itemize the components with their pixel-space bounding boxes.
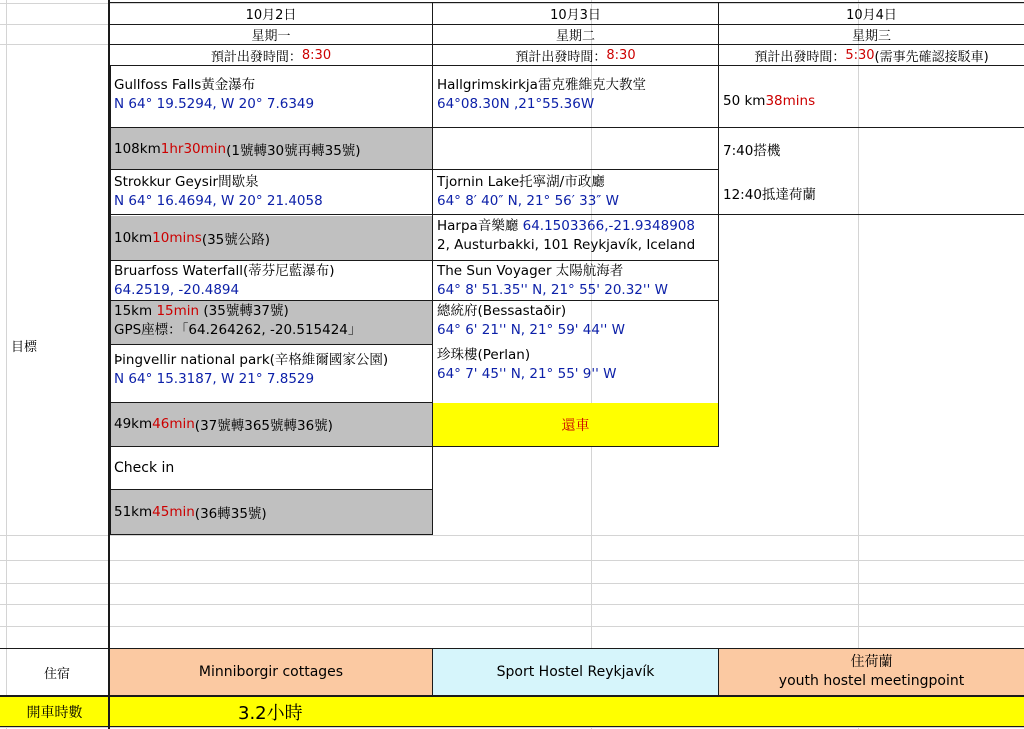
leg-time: 45min [152, 504, 195, 520]
leg-time: 1hr30min [160, 140, 227, 157]
stop-name: Gullfoss Falls黃金瀑布 [114, 77, 256, 93]
stop-strokkur [110, 172, 432, 214]
departure-day2 [433, 45, 718, 65]
leg-route: (37號轉365號轉36號) [194, 418, 333, 434]
stop-coord: N 64° 16.4694, W 20° 21.4058 [114, 193, 323, 209]
leg-distance: 15km [114, 303, 157, 319]
stop-coord: 64°08.30N ,21°55.36W [437, 96, 595, 112]
departure-time: 8:30 [606, 47, 636, 63]
date-day1: 10月2日 [245, 8, 297, 23]
departure-time: 5:30 [845, 47, 875, 63]
leg-3 [110, 301, 432, 344]
stop-coord: 64.2519, -20.4894 [114, 282, 240, 298]
stop-bessastadir [433, 301, 718, 344]
leg-distance: 51km [114, 504, 153, 520]
stop-name: The Sun Voyager 太陽航海者 [437, 263, 624, 279]
stop-coord: N 64° 19.5294, W 20° 7.6349 [114, 96, 315, 112]
lodging-day2: Sport Hostel Reykjavík [433, 649, 718, 695]
row-label-drive-time: 開車時數 [0, 697, 109, 726]
leg-time: 15min [156, 303, 200, 319]
day3-arrive: 12:40抵達荷蘭 [723, 187, 816, 203]
lodging-line-2: youth hostel meetingpoint [778, 673, 965, 689]
day3-transfer [719, 75, 1024, 127]
stop-harpa [433, 216, 718, 260]
departure-day3 [719, 45, 1024, 65]
stop-name: Harpa音樂廳 [437, 218, 523, 234]
leg-2 [110, 216, 432, 260]
leg-distance: 10km [114, 230, 153, 246]
leg-distance: 108km [114, 140, 161, 157]
drive-hours-cell [110, 697, 1024, 726]
stop-sun-voyager [433, 261, 718, 301]
stop-name: 總統府(Bessastaðir) [437, 303, 567, 319]
lodging-day3 [719, 649, 1024, 695]
lodging-day1: Minniborgir cottages [110, 649, 432, 695]
stop-name: Þingvellir national park(辛格維爾國家公園) [114, 352, 389, 368]
stop-bruarfoss [110, 261, 432, 301]
weekday-day2: 星期二 [555, 28, 595, 44]
stop-thingvellir [110, 350, 432, 400]
departure-time: 8:30 [301, 47, 332, 63]
stop-name: Strokkur Geysir間歇泉 [114, 174, 259, 190]
drive-hours-value: 3.2小時 [238, 703, 303, 724]
stop-perlan [433, 345, 718, 395]
stop-address: 2, Austurbakki, 101 Reykjavík, Iceland [437, 237, 696, 253]
stop-coord: 64° 7' 45'' N, 21° 55' 9'' W [437, 366, 617, 382]
leg-time: 38mins [765, 93, 816, 109]
stop-coord: N 64° 15.3187, W 21° 7.8529 [114, 371, 315, 387]
checkin: Check in [114, 460, 175, 476]
date-day2: 10月3日 [550, 8, 601, 23]
day3-flight: 7:40搭機 [723, 142, 781, 159]
leg-route: (35號公路) [201, 232, 271, 248]
departure-day1 [110, 45, 432, 65]
leg-distance: 50 km [723, 93, 766, 109]
stop-coord: 64.1503366,-21.9348908 [522, 218, 695, 234]
leg-route: (36轉35號) [194, 506, 267, 522]
leg-4 [110, 402, 432, 446]
leg-gps: GPS座標：「64.264262, -20.515424」 [114, 322, 362, 338]
stop-coord: 64° 6' 21'' N, 21° 59' 44'' W [437, 322, 626, 338]
departure-note: (需事先確認接駁車) [874, 49, 989, 65]
return-car-cell: 還車 [433, 403, 718, 446]
stop-name: 珍珠樓(Perlan) [437, 347, 531, 363]
row-label-lodging: 住宿 [43, 666, 70, 682]
leg-1 [110, 128, 432, 169]
stop-coord: 64° 8' 51.35'' N, 21° 55' 20.32'' W [437, 282, 668, 298]
leg-5 [110, 490, 432, 534]
date-day3: 10月4日 [846, 8, 897, 23]
stop-name: Hallgrimskirkja雷克雅維克大教堂 [437, 77, 646, 93]
stop-tjornin [433, 172, 718, 214]
weekday-day3: 星期三 [851, 28, 891, 44]
leg-route: (35號轉37號) [199, 303, 289, 319]
lodging-line-1: 住荷蘭 [850, 654, 893, 670]
row-label-goals: 目標 [11, 339, 38, 355]
leg-distance: 49km [114, 416, 153, 432]
weekday-day1: 星期一 [251, 28, 291, 44]
leg-route: (1號轉30號再轉35號) [226, 142, 361, 159]
leg-time: 10mins [152, 230, 202, 246]
departure-label: 預計出發時間： [515, 49, 607, 65]
stop-hallgrimskirkja [433, 75, 718, 127]
departure-label: 預計出發時間： [754, 49, 846, 65]
stop-gullfoss [110, 75, 432, 127]
stop-name: Bruarfoss Waterfall(蒂芬尼藍瀑布) [114, 263, 335, 279]
departure-label: 預計出發時間： [210, 49, 302, 65]
leg-time: 46min [152, 416, 195, 432]
stop-name: Tjornin Lake托寧湖/市政廳 [437, 174, 605, 190]
stop-coord: 64° 8′ 40″ N, 21° 56′ 33″ W [437, 193, 619, 209]
